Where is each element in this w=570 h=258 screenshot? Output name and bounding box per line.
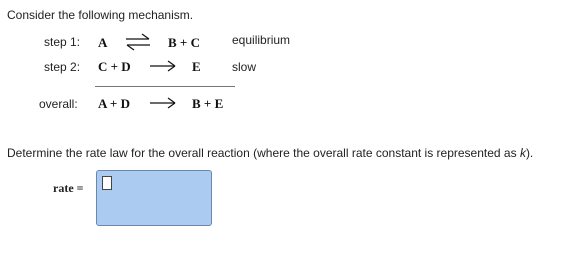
right-arrow-icon — [148, 96, 178, 110]
step-2-products: E — [192, 59, 201, 74]
step-1-label: step 1: — [44, 35, 81, 49]
rate-constant-symbol: k — [519, 146, 526, 160]
question-text — [7, 146, 533, 160]
overall-label: overall: — [39, 97, 78, 111]
intro-text: Consider the following mechanism. — [7, 8, 194, 22]
step-2-label: step 2: — [44, 60, 81, 74]
question-text-before: Determine the rate law for the overall reaction (where the overall rate constant is represented as — [7, 146, 520, 160]
equilibrium-arrow-icon — [124, 32, 152, 52]
math-cursor-placeholder — [102, 176, 112, 190]
rate-answer-field[interactable] — [96, 170, 212, 226]
step-2-reactants: C + D — [98, 59, 131, 74]
rate-label: rate = — [53, 181, 84, 195]
overall-reactants: A + D — [98, 96, 130, 111]
overall-products: B + E — [192, 96, 224, 111]
right-arrow-icon — [148, 59, 178, 73]
mechanism-divider — [95, 86, 235, 87]
step-2-note: slow — [232, 60, 257, 74]
question-text-after: ). — [525, 146, 534, 160]
step-1-products: B + C — [168, 35, 200, 50]
step-1-note: equilibrium — [232, 33, 291, 47]
step-1-reactants: A — [98, 35, 108, 50]
